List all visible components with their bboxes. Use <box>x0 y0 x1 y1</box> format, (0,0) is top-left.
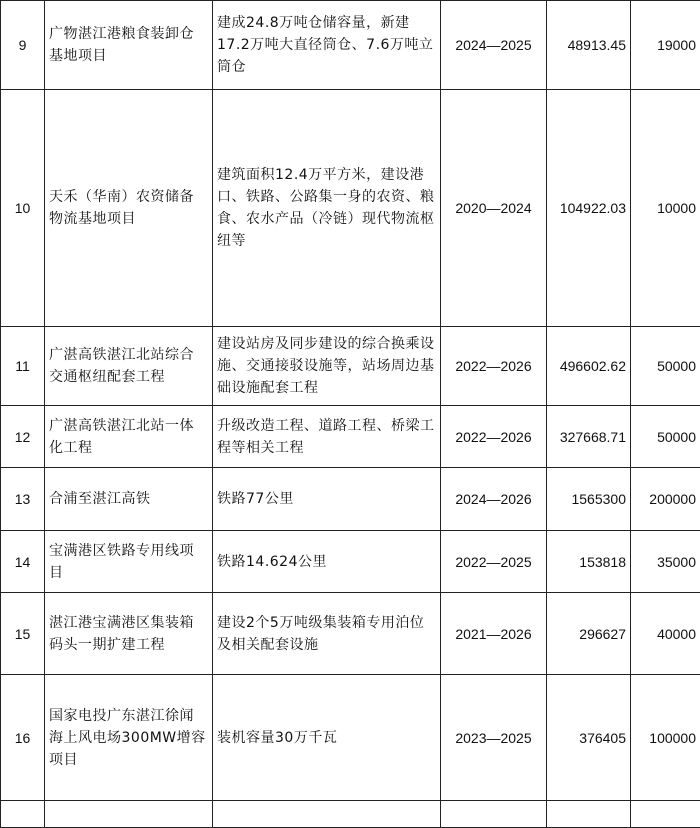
project-annual-investment: 19000 <box>631 1 700 90</box>
project-index: 13 <box>1 468 45 531</box>
project-name: 国家电投广东湛江徐闻海上风电场300MW增容项目 <box>45 675 213 801</box>
project-period: 2022—2026 <box>441 327 547 406</box>
project-annual-investment <box>631 801 700 828</box>
project-table-body <box>1 1 700 828</box>
project-description: 铁路77公里 <box>213 468 441 531</box>
project-description: 建设站房及同步建设的综合换乘设施、交通接驳设施等，站场周边基础设施配套工程 <box>213 327 441 406</box>
project-index: 9 <box>1 1 45 90</box>
project-index: 15 <box>1 593 45 675</box>
project-period: 2024—2025 <box>441 1 547 90</box>
table-row <box>1 327 700 406</box>
project-annual-investment: 100000 <box>631 675 700 801</box>
project-annual-investment: 50000 <box>631 406 700 468</box>
project-name: 合浦至湛江高铁 <box>45 468 213 531</box>
table-row <box>1 406 700 468</box>
project-total-investment: 1565300 <box>547 468 631 531</box>
project-period: 2024—2026 <box>441 468 547 531</box>
project-description: 铁路14.624公里 <box>213 531 441 593</box>
project-index: 12 <box>1 406 45 468</box>
project-name <box>45 801 213 828</box>
project-index: 11 <box>1 327 45 406</box>
project-name: 广物湛江港粮食装卸仓基地项目 <box>45 1 213 90</box>
project-period: 2020—2024 <box>441 90 547 327</box>
project-annual-investment: 35000 <box>631 531 700 593</box>
project-description: 装机容量30万千瓦 <box>213 675 441 801</box>
project-period <box>441 801 547 828</box>
table-row <box>1 1 700 90</box>
project-description: 升级改造工程、道路工程、桥梁工程等相关工程 <box>213 406 441 468</box>
project-index: 16 <box>1 675 45 801</box>
table-row <box>1 531 700 593</box>
project-annual-investment: 10000 <box>631 90 700 327</box>
project-total-investment: 296627 <box>547 593 631 675</box>
table-row <box>1 801 700 828</box>
project-annual-investment: 200000 <box>631 468 700 531</box>
project-total-investment: 48913.45 <box>547 1 631 90</box>
project-name: 湛江港宝满港区集装箱码头一期扩建工程 <box>45 593 213 675</box>
project-index <box>1 801 45 828</box>
project-index: 10 <box>1 90 45 327</box>
project-total-investment: 153818 <box>547 531 631 593</box>
table-row <box>1 593 700 675</box>
project-description: 建筑面积12.4万平方米，建设港口、铁路、公路集一身的农资、粮食、农水产品（冷链）现代物流枢纽等 <box>213 90 441 327</box>
project-total-investment <box>547 801 631 828</box>
table-row <box>1 468 700 531</box>
project-annual-investment: 50000 <box>631 327 700 406</box>
project-name: 广湛高铁湛江北站综合交通枢纽配套工程 <box>45 327 213 406</box>
project-period: 2023—2025 <box>441 675 547 801</box>
project-name: 宝满港区铁路专用线项目 <box>45 531 213 593</box>
project-total-investment: 376405 <box>547 675 631 801</box>
project-description <box>213 801 441 828</box>
project-period: 2021—2026 <box>441 593 547 675</box>
project-annual-investment: 40000 <box>631 593 700 675</box>
project-name: 天禾（华南）农资储备物流基地项目 <box>45 90 213 327</box>
project-total-investment: 104922.03 <box>547 90 631 327</box>
project-name: 广湛高铁湛江北站一体化工程 <box>45 406 213 468</box>
project-index: 14 <box>1 531 45 593</box>
project-total-investment: 327668.71 <box>547 406 631 468</box>
project-description: 建成24.8万吨仓储容量，新建17.2万吨大直径筒仓、7.6万吨立筒仓 <box>213 1 441 90</box>
project-period: 2022—2026 <box>441 406 547 468</box>
project-description: 建设2个5万吨级集装箱专用泊位及相关配套设施 <box>213 593 441 675</box>
project-total-investment: 496602.62 <box>547 327 631 406</box>
project-period: 2022—2025 <box>441 531 547 593</box>
table-row <box>1 90 700 327</box>
table-row <box>1 675 700 801</box>
